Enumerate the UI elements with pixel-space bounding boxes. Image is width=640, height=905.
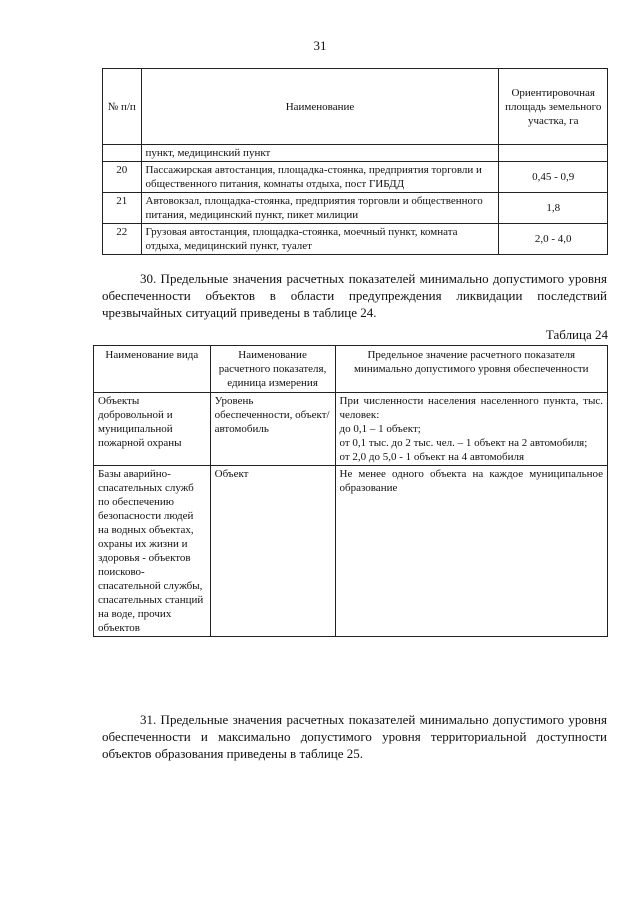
paragraph-31-text: 31. Предельные значения расчетных показателей минимально допустимого уровня обеспеченности и максимально допустимого уровня территориальной доступности объектов образования приведены в таблице 25. xyxy=(102,712,607,761)
table-row xyxy=(94,393,608,466)
col-area-header: Ориентировочная площадь земельного участка, га xyxy=(499,69,608,145)
row-indicator-cell: Объект xyxy=(210,466,335,637)
paragraph-30-text: 30. Предельные значения расчетных показателей минимально допустимого уровня обеспеченности объектов в области предупреждения ликвидации последствий чрезвычайных ситуаций приведены в таблице 24. xyxy=(102,271,607,320)
col-name-header: Наименование xyxy=(141,69,499,145)
table-row xyxy=(103,193,608,224)
limit-line: до 0,1 – 1 объект; xyxy=(339,423,421,435)
row-area-cell: 0,45 - 0,9 xyxy=(499,162,608,193)
table-row xyxy=(94,466,608,637)
table-row xyxy=(103,224,608,255)
table-header-row xyxy=(94,346,608,393)
row-num-cell: 22 xyxy=(103,224,142,255)
limit-line: Не менее одного объекта на каждое муниципальное образование xyxy=(339,468,603,494)
emergency-objects-table xyxy=(93,345,608,637)
row-name-cell: Грузовая автостанция, площадка-стоянка, моечный пункт, комната отдыха, медицинский пункт, туалет xyxy=(141,224,499,255)
row-area-cell xyxy=(499,145,608,162)
row-indicator-cell: Уровень обеспеченности, объект/автомобиль xyxy=(210,393,335,466)
col-indicator-header: Наименование расчетного показателя, единица измерения xyxy=(210,346,335,393)
table-header-row xyxy=(103,69,608,145)
area-table xyxy=(102,68,608,255)
row-kind-cell: Базы аварийно-спасательных служб по обеспечению безопасности людей на водных объектах, охраны их жизни и здоровья - объектов поисково-спасательной службы, спасательных станций на воде, прочих объектов xyxy=(94,466,211,637)
row-kind-cell: Объекты добровольной и муниципальной пожарной охраны xyxy=(94,393,211,466)
paragraph-30 xyxy=(102,270,607,321)
row-name-cell: пункт, медицинский пункт xyxy=(141,145,499,162)
row-num-cell: 21 xyxy=(103,193,142,224)
limit-line: При численности населения населенного пункта, тыс. человек: xyxy=(339,395,603,421)
col-limit-header: Предельное значение расчетного показателя минимально допустимого уровня обеспеченности xyxy=(335,346,608,393)
table-row xyxy=(103,162,608,193)
col-kind-header: Наименование вида xyxy=(94,346,211,393)
row-limit-cell xyxy=(335,393,608,466)
row-num-cell xyxy=(103,145,142,162)
page-number: 31 xyxy=(313,38,327,53)
row-area-cell: 2,0 - 4,0 xyxy=(499,224,608,255)
row-name-cell: Автовокзал, площадка-стоянка, предприятия торговли и общественного питания, медицинский пункт, пикет милиции xyxy=(141,193,499,224)
row-area-cell: 1,8 xyxy=(499,193,608,224)
table-caption: Таблица 24 xyxy=(545,327,608,342)
table-row xyxy=(103,145,608,162)
col-num-header: № п/п xyxy=(103,69,142,145)
paragraph-31 xyxy=(102,711,607,762)
limit-line: от 0,1 тыс. до 2 тыс. чел. – 1 объект на 2 автомобиля; xyxy=(339,437,588,449)
row-num-cell: 20 xyxy=(103,162,142,193)
row-limit-cell xyxy=(335,466,608,637)
limit-line: от 2,0 до 5,0 - 1 объект на 4 автомобиля xyxy=(339,451,525,463)
row-name-cell: Пассажирская автостанция, площадка-стоянка, предприятия торговли и общественного питания, комнаты отдыха, пост ГИБДД xyxy=(141,162,499,193)
